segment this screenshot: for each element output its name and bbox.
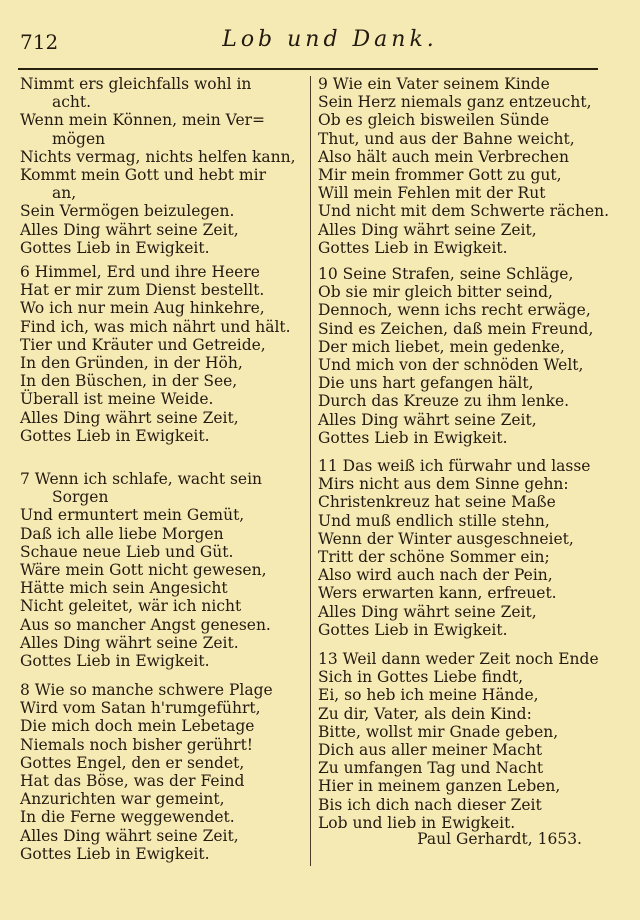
verse-line: Alles Ding währt seine Zeit. [20,633,239,652]
verse-line: Lob und lieb in Ewigkeit. [318,813,516,832]
stanza-10 [318,265,593,447]
author-attribution: Paul Gerhardt, 1653. [417,830,582,848]
verse-line: 8 Wie so manche schwere Plage [20,681,273,699]
verse-line: 6 Himmel, Erd und ihre Heere [20,263,260,281]
verse-line: Alles Ding währt seine Zeit, [318,410,537,429]
verse-line: Bis ich dich nach dieser Zeit [318,795,542,814]
verse-line: Die uns hart gefangen hält, [318,374,534,393]
verse-line: Alles Ding währt seine Zeit, [20,408,239,427]
verse-line: an, [52,184,77,203]
stanza-continuation [20,75,296,257]
verse-line: Gottes Lieb in Ewigkeit. [20,238,210,257]
verse-line: Christenkreuz hat seine Maße [318,493,556,512]
verse-line: Hätte mich sein Angesicht [20,579,228,598]
verse-line: 10 Seine Strafen, seine Schläge, [318,265,574,283]
verse-line: Sind es Zeichen, daß mein Freund, [318,319,594,338]
verse-line: Gottes Lieb in Ewigkeit. [20,652,210,671]
verse-line: Also wird auch nach der Pein, [318,566,553,585]
header-rule [18,68,598,70]
verse-line: Gottes Lieb in Ewigkeit. [318,620,508,639]
verse-line: Wers erwarten kann, erfreuet. [318,584,557,603]
verse-line: 7 Wenn ich schlafe, wacht sein [20,470,263,488]
verse-line: Will mein Fehlen mit der Rut [318,184,546,203]
stanza-8 [20,681,273,863]
verse-line: Sein Herz niemals ganz entzeucht, [318,93,592,112]
verse-line: Und muß endlich stille stehn, [318,511,550,530]
verse-line: Daß ich alle liebe Morgen [20,524,224,543]
verse-line: Alles Ding währt seine Zeit, [20,826,239,845]
verse-line: Kommt mein Gott und hebt mir [20,166,266,185]
verse-line: Schaue neue Lieb und Güt. [20,542,234,561]
verse-line: Gottes Engel, den er sendet, [20,753,245,772]
verse-line: Also hält auch mein Verbrechen [318,147,569,166]
verse-line: Überall ist meine Weide. [20,390,214,409]
verse-line: Ob es gleich bisweilen Sünde [318,111,550,130]
verse-line: Bitte, wollst mir Gnade geben, [318,722,559,741]
verse-line: Tritt der schöne Sommer ein; [318,548,550,567]
page-number: 712 [20,30,59,54]
verse-line: 11 Das weiß ich fürwahr und lasse [318,457,591,475]
stanza-7 [20,470,271,670]
verse-line: Wenn der Winter ausgeschneiet, [318,529,574,548]
verse-line: mögen [52,129,106,148]
verse-line: Zu dir, Vater, als dein Kind: [318,704,532,723]
verse-line: In den Büschen, in der See, [20,372,238,391]
verse-line: Wird vom Satan h'rumgeführt, [20,699,261,718]
verse-line: 13 Weil dann weder Zeit noch Ende [318,650,599,668]
verse-line: Hat das Böse, was der Feind [20,772,245,791]
column-divider [310,76,311,866]
verse-line: Nimmt ers gleichfalls wohl in [20,75,252,93]
verse-line: Find ich, was mich nährt und hält. [20,317,291,336]
verse-line: Mirs nicht aus dem Sinne gehn: [318,475,569,494]
verse-line: Wenn mein Können, mein Ver= [20,111,266,130]
verse-line: Nicht geleitet, wär ich nicht [20,597,242,616]
verse-line: Ob sie mir gleich bitter seind, [318,283,553,302]
verse-line: Dennoch, wenn ichs recht erwäge, [318,301,591,320]
verse-line: Hat er mir zum Dienst bestellt. [20,281,265,300]
verse-line: Sich in Gottes Liebe findt, [318,668,524,687]
verse-line: Alles Ding währt seine Zeit, [318,220,537,239]
stanza-13 [318,650,599,832]
verse-line: acht. [52,93,92,112]
verse-line: Tier und Kräuter und Getreide, [20,335,266,354]
verse-line: 9 Wie ein Vater seinem Kinde [318,75,550,93]
verse-line: In die Ferne weggewendet. [20,808,235,827]
verse-line: Alles Ding währt seine Zeit, [318,602,537,621]
verse-line: Und nicht mit dem Schwerte rächen. [318,202,610,221]
stanza-6 [20,263,291,445]
verse-line: Aus so mancher Angst genesen. [20,615,271,634]
verse-line: Ei, so heb ich meine Hände, [318,686,539,705]
verse-line: Und ermuntert mein Gemüt, [20,506,245,525]
verse-line: Niemals noch bisher gerührt! [20,735,254,754]
verse-line: Gottes Lieb in Ewigkeit. [318,428,508,447]
verse-line: Hier in meinem ganzen Leben, [318,777,561,796]
verse-line: Sein Vermögen beizulegen. [20,202,235,221]
stanza-11 [318,457,590,639]
verse-line: Zu umfangen Tag und Nacht [318,759,544,778]
verse-line: Gottes Lieb in Ewigkeit. [318,238,508,257]
page-header [0,0,640,70]
verse-line: Mir mein frommer Gott zu gut, [318,166,562,185]
verse-line: Und mich von der schnöden Welt, [318,356,584,375]
verse-line: Die mich doch mein Lebetage [20,717,255,736]
verse-line: Durch das Kreuze zu ihm lenke. [318,392,570,411]
verse-line: In den Gründen, in der Höh, [20,354,243,373]
verse-line: Der mich liebet, mein gedenke, [318,337,565,356]
verse-line: Thut, und aus der Bahne weicht, [318,129,575,148]
verse-line: Gottes Lieb in Ewigkeit. [20,844,210,863]
verse-line: Wo ich nur mein Aug hinkehre, [20,299,265,318]
verse-line: Alles Ding währt seine Zeit, [20,220,239,239]
verse-line: Gottes Lieb in Ewigkeit. [20,426,210,445]
verse-line: Dich aus aller meiner Macht [318,741,543,760]
verse-line: Sorgen [52,488,109,507]
stanza-9 [318,75,609,257]
verse-line: Nichts vermag, nichts helfen kann, [20,147,296,166]
verse-line: Anzurichten war gemeint, [20,790,225,809]
page-title: Lob und Dank. [222,27,438,52]
verse-line: Wäre mein Gott nicht gewesen, [20,561,267,580]
